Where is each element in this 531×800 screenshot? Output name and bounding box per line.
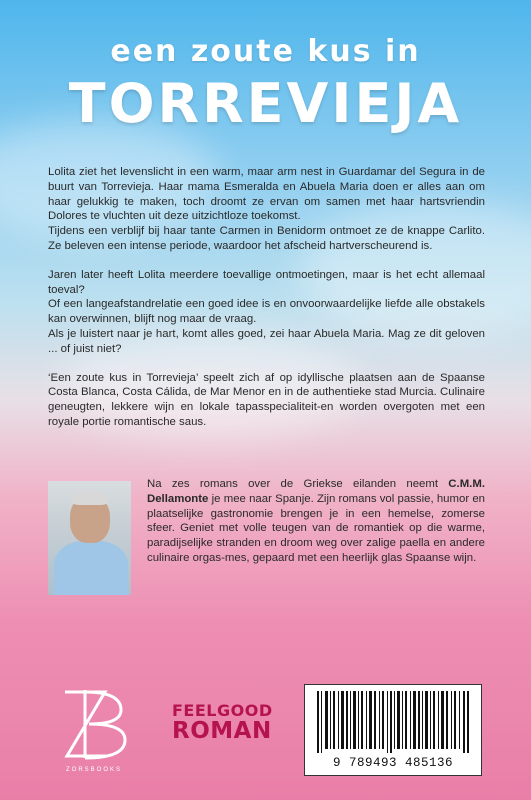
publisher-name: ZORSBOOKS [65, 767, 122, 773]
title-line-1: een zoute kus in [110, 34, 421, 69]
blurb-paragraph: Tijdens een verblijf bij haar tante Carmen in Benidorm ontmoet ze de knappe Carlito. Ze beleven een intense periode, waardoor het afscheid hartverscheurend is. [48, 225, 485, 252]
genre-line-2: ROMAN [172, 718, 272, 744]
blurb-paragraph: Of een langeafstandrelatie een goed idee is en onvoorwaardelijke liefde alle obstakels kan overwinnen, blijft nog maar de vraag. [48, 298, 485, 326]
author-photo [48, 481, 131, 595]
genre-label [172, 701, 273, 744]
author-bio [147, 477, 485, 566]
blurb-paragraph: ‘Een zoute kus in Torrevieja’ speelt zich af op idyllische plaatsen aan de Spaanse Costa Blanca, Costa Cálida, de Mar Menor en in de authentieke stad Murcia. Culinaire geneugten, lekkere wijn en lokale tapasspecialiteit-en worden overgoten met een royale portie romantische saus. [48, 371, 485, 428]
author-photo-hair [72, 491, 108, 505]
genre-line-1: FEELGOOD [172, 701, 273, 720]
barcode-box [304, 684, 482, 776]
blurb-paragraph: Als je luistert naar je hart, komt alles goed, zei haar Abuela Maria. Mag ze dit geloven ... of juist niet? [48, 327, 485, 355]
author-photo-shirt [54, 541, 128, 595]
blurb-paragraph: Lolita ziet het levenslicht in een warm, maar arm nest in Guardamar del Segura in de buurt van Torrevieja. Haar mama Esmeralda en Abuela Maria doen er alles aan om haar gelukkig te maken, toch droomt ze ervan om samen met haar hartsvriendin Dolores te vluchten uit deze uitzichtloze toekomst. [48, 166, 485, 223]
author-bio-suffix: je mee naar Spanje. Zijn romans vol passie, humor en plaatselijke gastronomie brengen je in een hemelse, zomerse sfeer. Geniet met volle teugen van de romantiek op die warme, paradijselijke stranden en droom weg over zalige paella en andere culinaire orgas-mes, gepaard met een heerlijk glas Spaanse wijn. [147, 492, 485, 564]
title-line-2: TORREVIEJA [68, 72, 463, 135]
blurb-text [48, 165, 485, 430]
barcode-icon [317, 691, 469, 753]
author-name: C.M.M. Dellamonte [147, 478, 485, 505]
blurb-paragraph: Jaren later heeft Lolita meerdere toevallige ontmoetingen, maar is het echt allemaal toeval? [48, 268, 485, 296]
author-bio-prefix: Na zes romans over de Griekse eilanden neemt [147, 478, 449, 490]
publisher-logo-icon [55, 680, 133, 768]
isbn-number: 9 789493 485136 [332, 756, 454, 770]
